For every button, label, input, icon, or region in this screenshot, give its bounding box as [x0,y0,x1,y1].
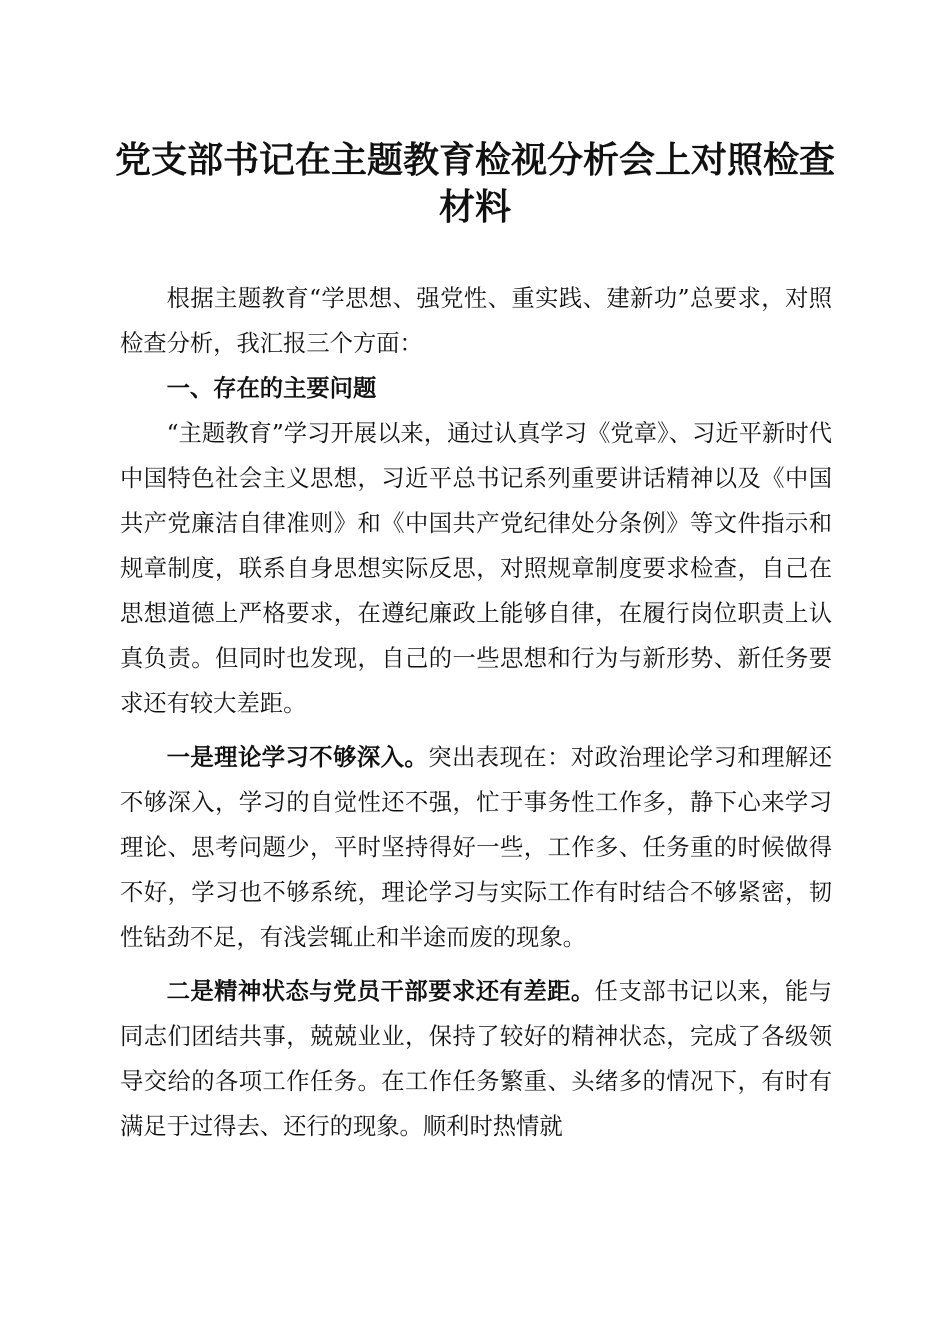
document-title-line2: 材料 [438,186,511,228]
point-one-paragraph [120,735,832,960]
point-one-text: 突出表现在：对政治理论学习和理解还不够深入，学习的自觉性还不强，忙于事务性工作多，静下心来学习理论、思考问题少，平时坚持得好一些，工作多、任务重的时候做得不好，学习也不够系统，理论学习与实际工作有时结合不够紧密，韧性钻劲不足，有浅尝辄止和半途而废的现象。 [120,744,833,951]
point-two-text: 任支部书记以来，能与同志们团结共事，兢兢业业，保持了较好的精神状态，完成了各级领导交给的各项工作任务。在工作任务繁重、头绪多的情况下，有时有满足于过得去、还行的现象。顺利时热情就 [120,978,833,1140]
point-two-lead: 二是精神状态与党员干部要求还有差距。 [166,978,595,1005]
section-heading-problems: 一、存在的主要问题 [166,375,377,402]
document-body [120,276,832,1149]
point-two-paragraph [120,969,832,1149]
problems-overview-paragraph: “主题教育”学习开展以来，通过认真学习《党章》、习近平新时代中国特色社会主义思想，习近平总书记系列重要讲话精神以及《中国共产党廉洁自律准则》和《中国共产党纪律处分条例》等文件指示和规章制度，联系自身思想实际反思，对照规章制度要求检查，自己在思想道德上严格要求，在遵纪廉政上能够自律，在履行岗位职责上认真负责。但同时也发现，自己的一些思想和行为与新形势、新任务要求还有较大差距。 [120,420,832,717]
point-one-lead: 一是理论学习不够深入。 [166,744,429,771]
document-title-line1: 党支部书记在主题教育检视分析会上对照检查 [114,139,835,181]
intro-paragraph: 根据主题教育“学思想、强党性、重实践、建新功”总要求，对照检查分析，我汇报三个方面： [120,285,832,357]
